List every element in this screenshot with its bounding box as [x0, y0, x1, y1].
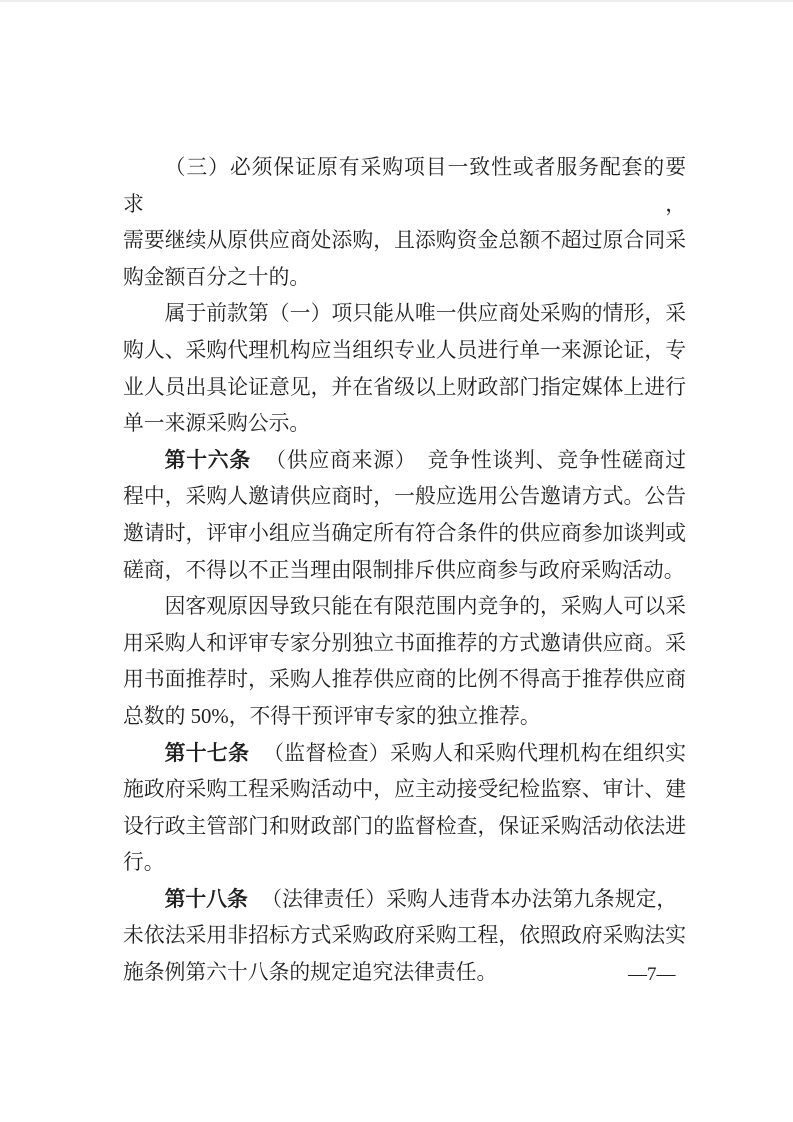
article-heading: 第十八条 [164, 887, 248, 911]
text-line: 业人员出具论证意见，并在省级以上财政部门指定媒体上进行 [123, 375, 686, 399]
text-line: 邀请时，评审小组应当确定所有符合条件的供应商参加谈判或 [123, 521, 686, 545]
text-line: 因客观原因导致只能在有限范围内竞争的，采购人可以采 [164, 595, 686, 619]
article-heading: 第十六条 [164, 448, 251, 472]
text-line: 总数的 50%，不得干预评审专家的独立推荐。 [123, 704, 541, 728]
text-line: 施政府采购工程采购活动中，应主动接受纪检监察、审计、建 [123, 778, 686, 802]
text-line: 未依法采用非招标方式采购政府采购工程，依照政府采购法实 [123, 924, 686, 948]
text-line: 需要继续从原供应商处添购，且添购资金总额不超过原合同采 [123, 229, 686, 253]
text-line: 磋商，不得以不正当理由限制排斥供应商参与政府采购活动。 [123, 558, 685, 582]
page-number: —7— [628, 964, 676, 985]
text-line: 单一来源采购公示。 [123, 412, 311, 436]
text-line: （三）必须保证原有采购项目一致性或者服务配套的要求， [123, 156, 686, 216]
text-line: 购人、采购代理机构应当组织专业人员进行单一来源论证，专 [123, 338, 686, 362]
text-line: 施条例第六十八条的规定追究法律责任。 [123, 961, 498, 985]
text-line: 行。 [123, 851, 165, 875]
text-line: 第十七条 （监督检查）采购人和采购代理机构在组织实 [164, 741, 686, 765]
document-body [123, 150, 686, 992]
text-line: 第十八条 （法律责任）采购人违背本办法第九条规定， [164, 887, 678, 911]
text-line: 程中，采购人邀请供应商时，一般应选用公告邀请方式。公告 [123, 485, 686, 509]
text-line: 第十六条 （供应商来源） 竞争性谈判、竞争性磋商过 [164, 448, 687, 472]
text-line: 用采购人和评审专家分别独立书面推荐的方式邀请供应商。采 [123, 631, 686, 655]
text-line: 购金额百分之十的。 [123, 265, 311, 289]
article-heading: 第十七条 [164, 741, 250, 765]
text-line: 用书面推荐时，采购人推荐供应商的比例不得高于推荐供应商 [123, 668, 686, 692]
text-line: 属于前款第（一）项只能从唯一供应商处采购的情形，采 [164, 302, 686, 326]
text-line: 设行政主管部门和财政部门的监督检查，保证采购活动依法进 [123, 814, 686, 838]
